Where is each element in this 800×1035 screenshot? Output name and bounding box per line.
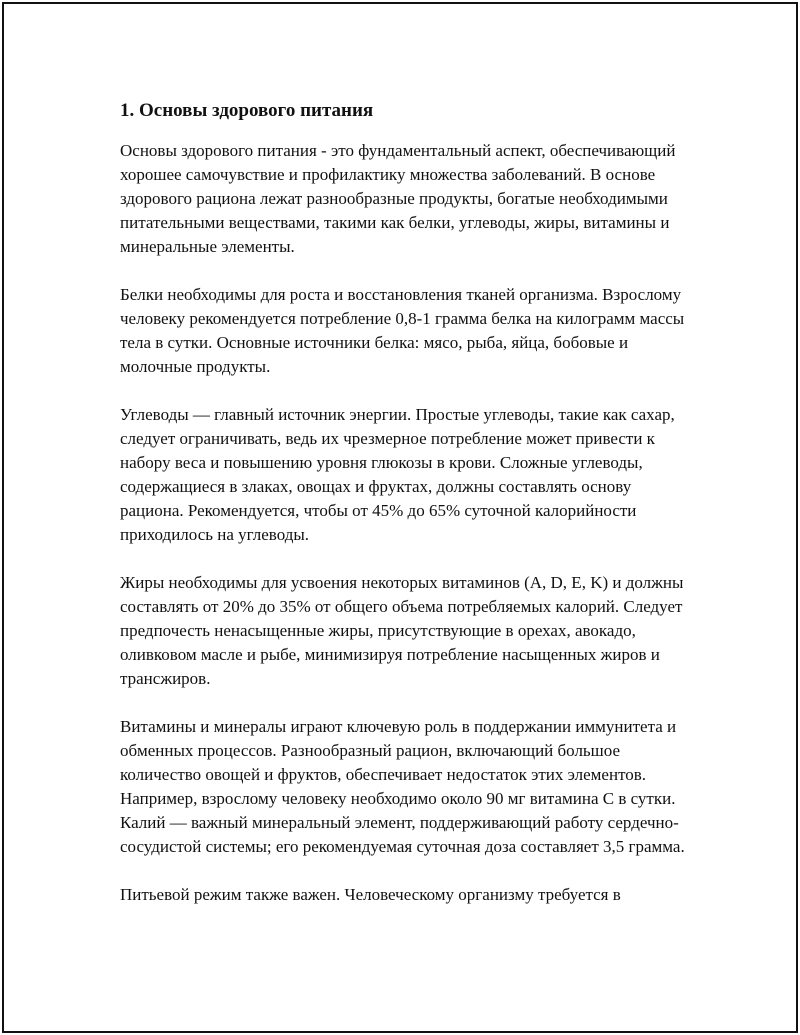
paragraph-proteins: Белки необходимы для роста и восстановления тканей организма. Взрослому человеку рекомендуется потребление 0,8-1 грамма белка на килограмм массы тела в сутки. Основные источники белка: мясо, рыба, яйца, бобовые и молочные продукты.: [120, 285, 685, 376]
document-body: [120, 97, 688, 931]
paragraph-intro: Основы здорового питания - это фундаментальный аспект, обеспечивающий хорошее самочувствие и профилактику множества заболеваний. В основе здорового рациона лежат разнообразные продукты, богатые необходимыми питательными веществами, такими как белки, углеводы, жиры, витамины и минеральные элементы.: [120, 141, 676, 256]
page-frame: [2, 2, 798, 1033]
paragraph-vitamins-minerals: Витамины и минералы играют ключевую роль в поддержании иммунитета и обменных процессов. Разнообразный рацион, включающий большое количество овощей и фруктов, обеспечивает недостаток этих элементов. Например, взрослому человеку необходимо около 90 мг витамина C в сутки. Калий — важный минеральный элемент, поддерживающий работу сердечно-сосудистой системы; его рекомендуемая суточная доза составляет 3,5 грамма.: [120, 717, 685, 856]
section-heading: 1. Основы здорового питания: [120, 100, 374, 121]
paragraph-carbohydrates: Углеводы — главный источник энергии. Простые углеводы, такие как сахар, следует ограничивать, ведь их чрезмерное потребление может привести к набору веса и повышению уровня глюкозы в крови. Сложные углеводы, содержащиеся в злаках, овощах и фруктах, должны составлять основу рациона. Рекомендуется, чтобы от 45% до 65% суточной калорийности приходилось на углеводы.: [120, 405, 675, 544]
paragraph-fats: Жиры необходимы для усвоения некоторых витаминов (A, D, E, K) и должны составлять от 20% до 35% от общего объема потребляемых калорий. Следует предпочесть ненасыщенные жиры, присутствующие в орехах, авокадо, оливковом масле и рыбе, минимизируя потребление насыщенных жиров и трансжиров.: [120, 573, 684, 688]
paragraph-water-intake: Питьевой режим также важен. Человеческому организму требуется в: [120, 885, 621, 904]
